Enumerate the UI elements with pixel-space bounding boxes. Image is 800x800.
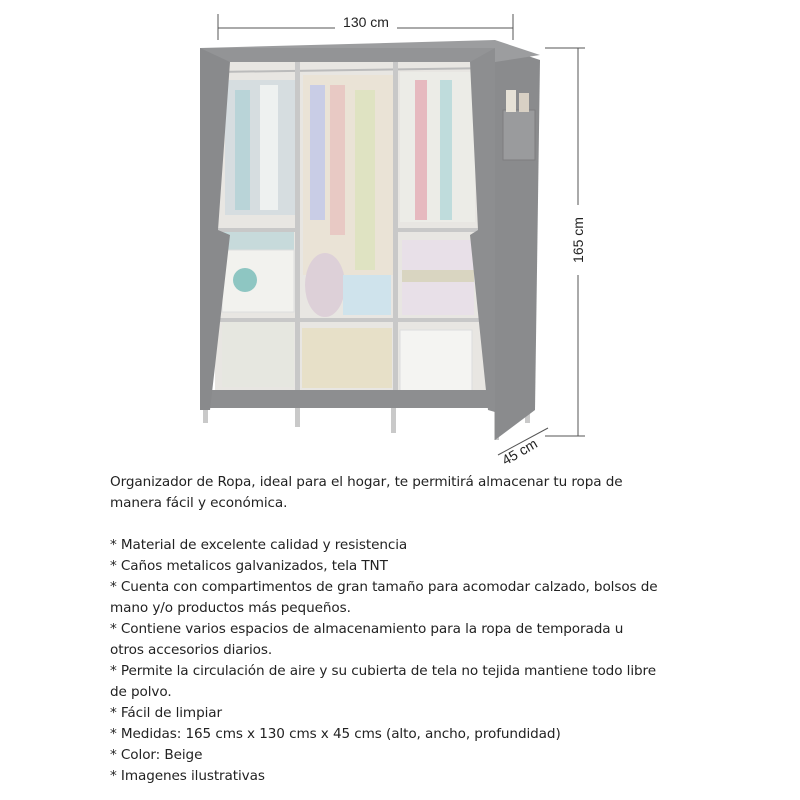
bullet-line: de polvo. <box>110 684 172 700</box>
intro-line: Organizador de Ropa, ideal para el hogar, te permitirá almacenar tu ropa de <box>110 474 623 490</box>
height-dimension <box>545 48 587 436</box>
depth-dimension <box>498 428 548 468</box>
bullet-line: * Cuenta con compartimentos de gran tamaño para acomodar calzado, bolsos de <box>110 579 658 595</box>
bullet-line: otros accesorios diarios. <box>110 642 273 658</box>
bullet-line: * Color: Beige <box>110 747 203 763</box>
bullet-line: * Contiene varios espacios de almacenamiento para la ropa de temporada u <box>110 621 624 637</box>
bullet-line: * Caños metalicos galvanizados, tela TNT <box>110 558 388 574</box>
bullet-line: * Imagenes ilustrativas <box>110 768 265 784</box>
bullet-line: * Permite la circulación de aire y su cubierta de tela no tejida mantiene todo libre <box>110 663 656 679</box>
depth-label: 45 cm <box>498 435 541 469</box>
intro-line: manera fácil y económica. <box>110 495 288 511</box>
product-description <box>110 472 710 787</box>
width-dimension <box>218 14 513 40</box>
bullet-line: * Fácil de limpiar <box>110 705 223 721</box>
side-pocket <box>503 110 535 160</box>
bullet-line: * Medidas: 165 cms x 130 cms x 45 cms (alto, ancho, profundidad) <box>110 726 561 742</box>
bullet-line: mano y/o productos más pequeños. <box>110 600 351 616</box>
wardrobe <box>200 40 540 440</box>
width-label: 130 cm <box>343 14 389 30</box>
bullet-line: * Material de excelente calidad y resistencia <box>110 537 408 553</box>
height-label: 165 cm <box>570 217 586 263</box>
